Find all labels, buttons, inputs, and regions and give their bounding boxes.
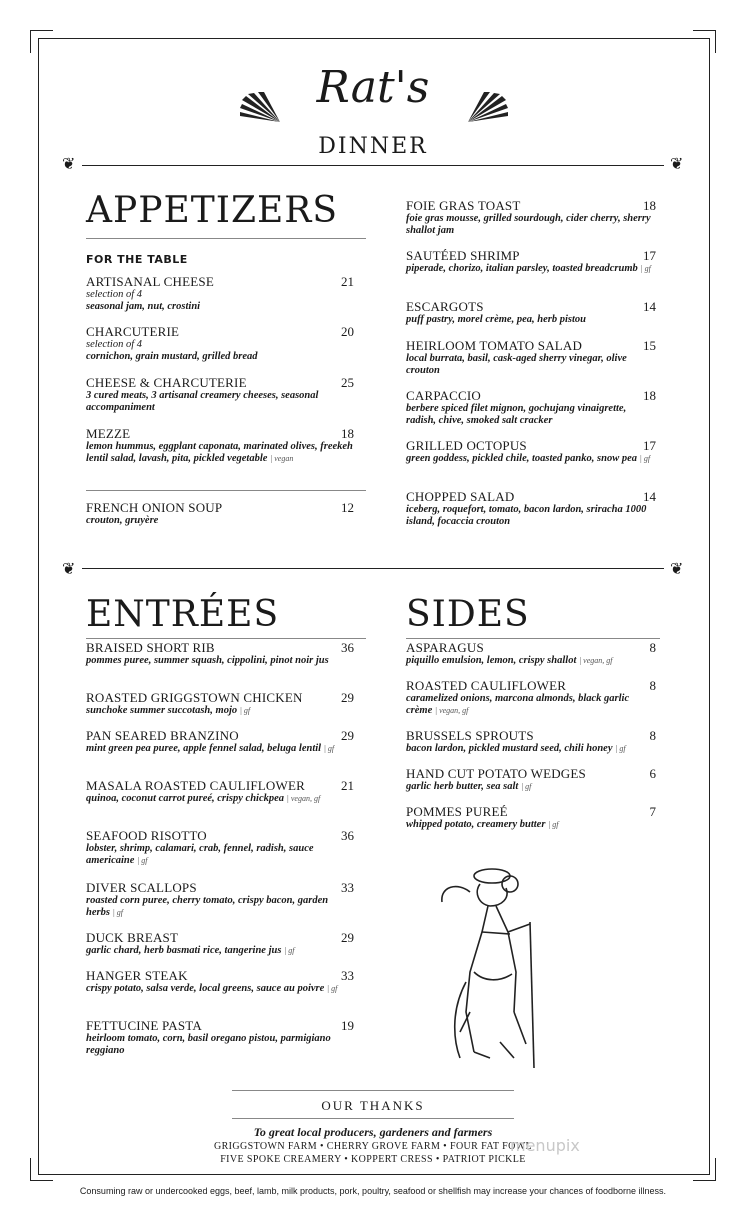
item-price: 18	[643, 198, 656, 213]
divider-ornament-icon: ❦	[62, 156, 76, 173]
dietary-tag: | gf	[548, 820, 559, 829]
item-description: caramelized onions, marcona almonds, black garlic crème | vegan, gf	[406, 693, 630, 716]
item-description: quinoa, coconut carrot pureé, crispy chickpea | vegan, gf	[86, 793, 321, 804]
menu-item	[406, 248, 656, 275]
item-name: ESCARGOTS	[406, 299, 484, 314]
item-price: 25	[341, 375, 354, 390]
item-name: POMMES PUREÉ	[406, 804, 508, 819]
corner-ornament	[693, 30, 716, 53]
page-title: DINNER	[318, 134, 428, 159]
menu-item	[406, 804, 656, 831]
item-note: selection of 4	[86, 339, 142, 350]
menu-item	[86, 426, 354, 465]
item-price: 36	[341, 828, 354, 843]
appetizers-title: APPETIZERS	[86, 190, 339, 231]
section-divider	[82, 568, 664, 569]
item-price: 15	[643, 338, 656, 353]
item-description: puff pastry, morel crème, pea, herb pistou	[406, 314, 586, 325]
menu-item	[406, 640, 656, 667]
thanks-divider	[232, 1118, 514, 1119]
item-price: 14	[643, 489, 656, 504]
menu-item	[406, 388, 656, 427]
item-name: BRUSSELS SPROUTS	[406, 728, 534, 743]
item-price: 12	[341, 500, 354, 515]
dietary-tag: | gf	[112, 908, 123, 917]
item-price: 7	[649, 804, 656, 819]
section-divider	[82, 165, 664, 166]
item-description: sunchoke summer succotash, mojo | gf	[86, 705, 251, 716]
item-price: 20	[341, 324, 354, 339]
item-price: 21	[341, 274, 354, 289]
dietary-tag: | gf	[640, 264, 651, 273]
item-price: 8	[649, 678, 656, 693]
item-description: cornichon, grain mustard, grilled bread	[86, 351, 258, 362]
item-description: crispy potato, salsa verde, local greens, sauce au poivre | gf	[86, 983, 338, 994]
title-underline	[406, 638, 660, 639]
item-price: 6	[649, 766, 656, 781]
item-name: DUCK BREAST	[86, 930, 179, 945]
menu-item	[406, 489, 656, 528]
item-price: 36	[341, 640, 354, 655]
dietary-tag: | gf	[326, 984, 338, 993]
item-name: ROASTED CAULIFLOWER	[406, 678, 567, 693]
item-name: GRILLED OCTOPUS	[406, 438, 527, 453]
thanks-divider	[232, 1090, 514, 1091]
dietary-tag: | gf	[323, 744, 335, 753]
menu-item	[406, 766, 656, 793]
divider-ornament-icon: ❦	[670, 156, 684, 173]
item-name: MEZZE	[86, 426, 131, 441]
dietary-tag: | vegan, gf	[286, 794, 321, 803]
menu-item	[86, 968, 354, 995]
item-name: CHOPPED SALAD	[406, 489, 515, 504]
item-description: whipped potato, creamery butter | gf	[406, 819, 559, 830]
menu-item	[86, 880, 354, 919]
menu-item	[86, 930, 354, 957]
item-description: heirloom tomato, corn, basil oregano pistou, parmigiano reggiano	[86, 1033, 331, 1056]
dietary-tag: | gf	[639, 454, 651, 463]
item-price: 19	[341, 1018, 354, 1033]
item-description: lobster, shrimp, calamari, crab, fennel, radish, sauce americaine | gf	[86, 843, 314, 866]
item-name: FRENCH ONION SOUP	[86, 500, 223, 515]
menu-item	[86, 500, 354, 527]
item-name: SEAFOOD RISOTTO	[86, 828, 207, 843]
item-description: berbere spiced filet mignon, gochujang vinaigrette, radish, chive, smoked salt cracker	[406, 403, 627, 426]
item-name: HAND CUT POTATO WEDGES	[406, 766, 586, 781]
rat-gentleman-illustration	[430, 862, 550, 1072]
item-price: 29	[341, 930, 354, 945]
item-name: ROASTED GRIGGSTOWN CHICKEN	[86, 690, 303, 705]
item-description: pommes puree, summer squash, cippolini, pinot noir jus	[86, 655, 329, 666]
item-description: seasonal jam, nut, crostini	[86, 301, 201, 312]
menu-item	[406, 678, 656, 717]
menu-item	[86, 375, 354, 414]
dietary-tag: | vegan, gf	[434, 706, 469, 715]
dietary-tag: | gf	[615, 744, 626, 753]
item-price: 29	[341, 728, 354, 743]
item-price: 17	[643, 438, 656, 453]
item-name: ASPARAGUS	[406, 640, 484, 655]
menu-item	[86, 828, 354, 867]
corner-ornament	[30, 30, 53, 53]
item-price: 18	[341, 426, 354, 441]
farm-list: GRIGGSTOWN FARM • CHERRY GROVE FARM • FOUR FAT FOWL	[213, 1141, 533, 1152]
item-name: BRAISED SHORT RIB	[86, 640, 215, 655]
watermark: menupix	[510, 1136, 580, 1155]
item-description: foie gras mousse, grilled sourdough, cider cherry, sherry shallot jam	[406, 213, 651, 236]
menu-item	[86, 324, 354, 363]
item-name: MASALA ROASTED CAULIFLOWER	[86, 778, 305, 793]
item-description: roasted corn puree, cherry tomato, crispy bacon, garden herbs | gf	[86, 895, 329, 918]
item-name: CARPACCIO	[406, 388, 482, 403]
menu-item	[406, 299, 656, 326]
item-note: selection of 4	[86, 289, 142, 300]
item-price: 29	[341, 690, 354, 705]
item-price: 18	[643, 388, 656, 403]
item-price: 8	[649, 640, 656, 655]
item-divider	[86, 490, 366, 491]
title-underline	[86, 238, 366, 239]
menu-item	[86, 640, 354, 667]
dietary-tag: | gf	[520, 782, 532, 791]
item-description: piperade, chorizo, italian parsley, toasted breadcrumb | gf	[406, 263, 651, 274]
menu-item	[406, 338, 656, 377]
item-description: bacon lardon, pickled mustard seed, chili honey | gf	[406, 743, 626, 754]
item-description: mint green pea puree, apple fennel salad, beluga lentil | gf	[86, 743, 335, 754]
item-name: FETTUCINE PASTA	[86, 1018, 202, 1033]
menu-item	[406, 438, 656, 465]
menu-item	[86, 728, 354, 755]
dietary-tag: | gf	[137, 856, 148, 865]
item-name: CHEESE & CHARCUTERIE	[86, 375, 247, 390]
item-description: 3 cured meats, 3 artisanal creamery cheeses, seasonal accompaniment	[86, 390, 319, 413]
item-name: CHARCUTERIE	[86, 324, 180, 339]
title-underline	[86, 638, 366, 639]
menu-item	[86, 778, 354, 805]
menu-item	[86, 690, 354, 717]
menu-item	[86, 274, 354, 313]
restaurant-logo: Rat's	[316, 62, 430, 113]
divider-ornament-icon: ❦	[670, 561, 684, 578]
sides-title: SIDES	[406, 594, 530, 635]
dietary-tag: | gf	[284, 946, 295, 955]
item-price: 8	[649, 728, 656, 743]
for-table-label: FOR THE TABLE	[86, 253, 188, 266]
thanks-subtitle: To great local producers, gardeners and farmers	[253, 1125, 493, 1139]
item-description: local burrata, basil, cask-aged sherry vinegar, olive crouton	[406, 353, 627, 376]
item-description: crouton, gruyère	[86, 515, 159, 526]
item-price: 17	[643, 248, 656, 263]
dietary-tag: | vegan, gf	[578, 656, 613, 665]
item-description: iceberg, roquefort, tomato, bacon lardon, sriracha 1000 island, focaccia crouton	[406, 504, 647, 527]
item-description: piquillo emulsion, lemon, crispy shallot | vegan, gf	[406, 655, 613, 666]
dietary-tag: | gf	[239, 706, 251, 715]
item-name: FOIE GRAS TOAST	[406, 198, 521, 213]
item-description: garlic herb butter, sea salt | gf	[406, 781, 532, 792]
item-price: 14	[643, 299, 656, 314]
thanks-title: OUR THANKS	[321, 1098, 425, 1113]
health-disclaimer: Consuming raw or undercooked eggs, beef, lamb, milk products, pork, poultry, seafood or shellfish may increase your chances of foodborne illness.	[79, 1186, 667, 1196]
item-name: HEIRLOOM TOMATO SALAD	[406, 338, 583, 353]
dietary-tag: | vegan	[270, 454, 294, 463]
menu-item	[86, 1018, 354, 1057]
item-price: 33	[341, 880, 354, 895]
menu-item	[406, 198, 656, 237]
item-description: lemon hummus, eggplant caponata, marinated olives, freekeh lentil salad, lavash, pita, pickled vegetable | vegan	[86, 441, 353, 464]
item-name: SAUTÉED SHRIMP	[406, 248, 520, 263]
item-description: green goddess, pickled chile, toasted panko, snow pea | gf	[406, 453, 651, 464]
farm-list: FIVE SPOKE CREAMERY • KOPPERT CRESS • PATRIOT PICKLE	[220, 1154, 526, 1165]
item-name: PAN SEARED BRANZINO	[86, 728, 239, 743]
item-price: 33	[341, 968, 354, 983]
divider-ornament-icon: ❦	[62, 561, 76, 578]
item-name: DIVER SCALLOPS	[86, 880, 197, 895]
item-name: ARTISANAL CHEESE	[86, 274, 214, 289]
menu-item	[406, 728, 656, 755]
item-name: HANGER STEAK	[86, 968, 188, 983]
entrees-title: ENTRÉES	[86, 594, 280, 635]
item-price: 21	[341, 778, 354, 793]
item-description: garlic chard, herb basmati rice, tangerine jus | gf	[86, 945, 295, 956]
